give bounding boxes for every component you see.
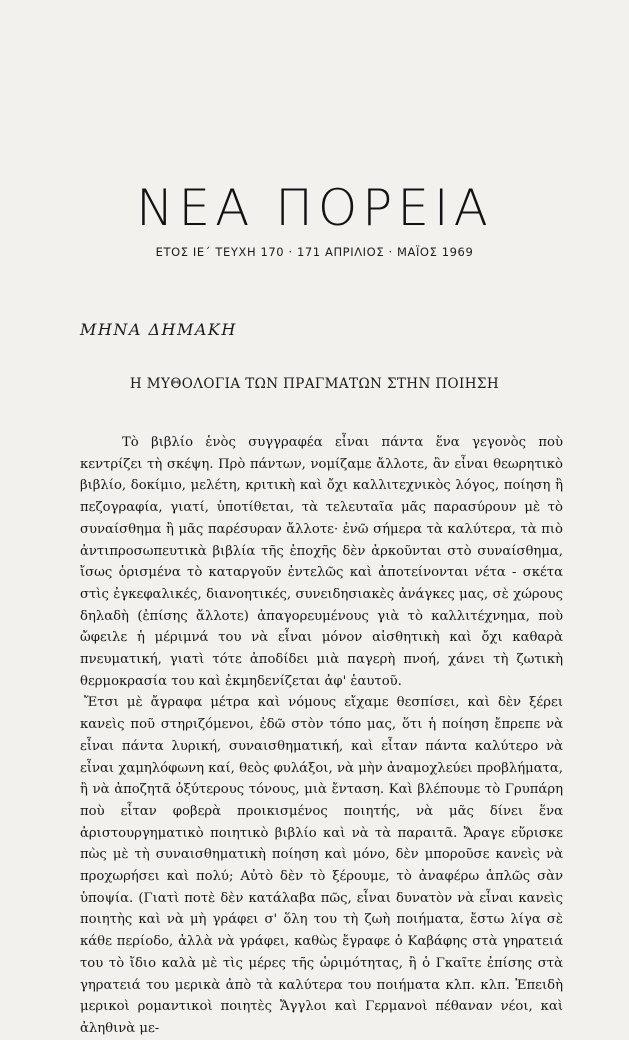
article-body	[80, 432, 563, 1040]
journal-title: ΝΕΑ ΠΟΡΕΙΑ	[136, 179, 493, 237]
article-author: ΜΗΝΑ ΔΗΜΑΚΗ	[80, 320, 237, 339]
article-title: Η ΜΥΘΟΛΟΓΙΑ ΤΩΝ ΠΡΑΓΜΑΤΩΝ ΣΤΗΝ ΠΟΙΗΣΗ	[129, 376, 500, 392]
paragraph: Ἔτσι μὲ ἄγραφα μέτρα καὶ νόμους εἴχαμε θεσπίσει, καὶ δὲν ξέρει κανεὶς ποῦ στηριζόμενοι, ἐδῶ στὸν τόπο μας, ὅτι ἡ ποίηση ἔπρεπε νὰ εἶναι πάντα λυρική, συναισθηματική, καὶ εἶταν πάντα καλύτερο νὰ εἶναι χαμηλόφωνη καί, θεὸς φυλάξοι, νὰ μὴν ἀναμοχλεύει προβλήματα, ἢ νὰ ἀποζητᾶ ὀξύτερους τόνους, μιὰ ἔνταση. Καὶ βλέπουμε τὸ Γρυπάρη ποὺ εἶταν φοβερὰ προικισμένος ποιητής, νὰ μᾶς δίνει ἕνα ἀριστουργηματικὸ ποιητικὸ βιβλίο καὶ νὰ τὰ παραιτᾶ. Ἄραγε εὕρισκε πὼς μὲ τὴ συναισθηματικὴ ποίηση καὶ μόνο, δὲν μποροῦσε κανεὶς νὰ προχωρήσει καὶ πολύ; Αὐτὸ δὲν τὸ ξέρουμε, τὸ ἀναφέρω ἁπλῶς σὰν ὑποψία. (Γιατὶ ποτὲ δὲν κατάλαβα πῶς, εἶναι δυνατὸν νὰ εἶναι κανεὶς ποιητὴς καὶ νὰ μὴ γράφει σ' ὅλη του τὴ ζωὴ ποιήματα, ἔστω λίγα σὲ κάθε περίοδο, ἀλλὰ νὰ γράφει, καθὼς ἔγραφε ὁ Καβάφης στὰ γηρατειά του τὸ ἴδιο καλὰ μὲ τὶς μέρες τῆς ὡριμότητας, ἢ ὁ Γκαῖτε ἐπίσης στὰ γηρατειά του μερικὰ ἀπὸ τὰ καλύτερα του ποιήματα κλπ. κλπ. Ἐπειδὴ μερικοὶ ρομαντικοὶ ποιητὲς Ἄγγλοι καὶ Γερμανοὶ πέθαναν νέοι, καὶ ἀληθινὰ με-	[80, 695, 563, 1036]
paragraph: Τὸ βιβλίο ἑνὸς συγγραφέα εἶναι πάντα ἕνα γεγονὸς ποὺ κεντρίζει τὴ σκέψη. Πρὸ πάντων, νομίζαμε ἄλλοτε, ἂν εἶναι θεωρητικὸ βιβλίο, δοκίμιο, μελέτη, κριτικὴ καὶ ὄχι καλλιτεχνικὸς λόγος, ποίηση ἢ πεζογραφία, γιατί, ὑποτίθεται, τὰ τελευταῖα μᾶς παρασύρουν μὲ τὸ συναίσθημα ἢ μᾶς παρέσυραν ἄλλοτε· ἐνῶ σήμερα τὰ καλύτερα, τὰ πιὸ ἀντιπροσωπευτικὰ βιβλία τῆς ἐποχῆς δὲν ἀρκοῦνται στὸ συναίσθημα, ἴσως ὁρισμένα τὸ καταργοῦν ἐντελῶς καὶ ἀποτείνονται νέτα - σκέτα στὶς ἐγκεφαλικές, διανοητικές, συνειδησιακὲς ἀνάγκες μας, σὲ χώρους δηλαδὴ (ἐπίσης ἄλλοτε) ἀπαγορευμένους γιὰ τὸ καλλιτέχνημα, ποὺ ὤφειλε ἡ μέριμνά του νὰ εἶναι μόνον αἰσθητικὴ καὶ ὄχι καθαρὰ πνευματική, γιατὶ τότε ἀποδίδει μιὰ παγερὴ πνοή, χάνει τὴ ζωτικὴ θερμοκρασία του καὶ ἐκμηδενίζεται ἀφ' ἑαυτοῦ.	[80, 435, 563, 689]
issue-info: ΕΤΟΣ ΙΕ΄ ΤΕΥΧΗ 170 · 171 ΑΠΡΙΛΙΟΣ · ΜΑΪΟΣ 1969	[155, 245, 474, 259]
